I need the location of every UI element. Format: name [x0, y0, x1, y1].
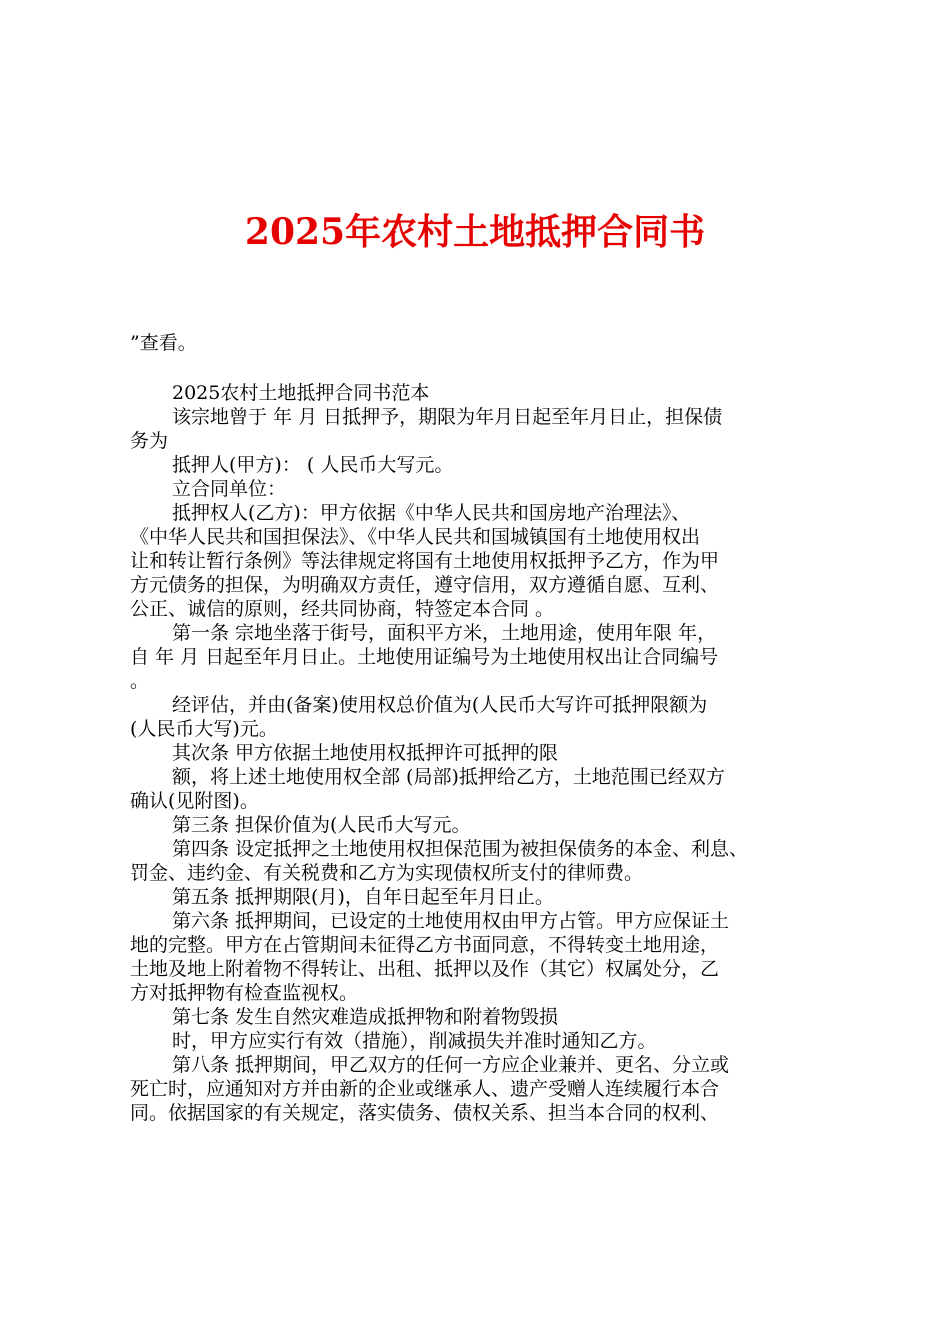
- body-line: (人民币大写)元。: [130, 718, 278, 740]
- body-line: 地的完整。甲方在占管期间未征得乙方书面同意，不得转变土地用途，: [130, 934, 720, 956]
- body-line: 额，将上述土地使用权全部 (局部)抵押给乙方，土地范围已经双方: [172, 766, 725, 788]
- body-line: 抵押人(甲方)： ( 人民币大写元。: [172, 454, 454, 476]
- body-line: 第一条 宗地坐落于街号，面积平方米，土地用途，使用年限 年，: [172, 622, 717, 644]
- body-line: 同。依据国家的有关规定，落实债务、债权关系、担当本合同的权利、: [130, 1102, 720, 1124]
- body-line: 第三条 担保价值为(人民币大写元。: [172, 814, 471, 836]
- body-line: 务为: [130, 430, 169, 452]
- body-line: 。: [130, 670, 150, 692]
- body-line: 其次条 甲方依据土地使用权抵押许可抵押的限: [172, 742, 559, 764]
- intro-line: ”查看。: [130, 332, 197, 354]
- body-line: 方元债务的担保，为明确双方责任，遵守信用，双方遵循自愿、互利、: [130, 574, 720, 596]
- body-line: 该宗地曾于 年 月 日抵押予，期限为年月日起至年月日止，担保债: [172, 406, 723, 428]
- body-line: 立合同单位：: [172, 478, 287, 500]
- body-line: 自 年 月 日起至年月日止。土地使用证编号为土地使用权出让合同编号: [130, 646, 719, 668]
- body-line: 第八条 抵押期间，甲乙双方的任何一方应企业兼并、更名、分立或: [172, 1054, 730, 1076]
- body-line: 经评估，并由(备案)使用权总价值为(人民币大写许可抵押限额为: [172, 694, 708, 716]
- body-line: 土地及地上附着物不得转让、出租、抵押以及作（其它）权属处分，乙: [130, 958, 720, 980]
- body-line: 抵押权人(乙方)：甲方依据《中华人民共和国房地产治理法》、: [172, 502, 691, 524]
- body-line: 第六条 抵押期间，已设定的土地使用权由甲方占管。甲方应保证土: [172, 910, 730, 932]
- document-title: 2025年农村土地抵押合同书: [244, 211, 706, 253]
- body-line: 第五条 抵押期限(月)，自年日起至年月日止。: [172, 886, 554, 908]
- body-line: 确认(见附图)。: [130, 790, 259, 812]
- intro-block: [130, 331, 830, 355]
- body-line: 时，甲方应实行有效（措施），削减损失并准时通知乙方。: [172, 1030, 657, 1052]
- body-line: 方对抵押物有检查监视权。: [130, 982, 359, 1004]
- body-line: 2025农村土地抵押合同书范本: [172, 382, 430, 404]
- body-line: 公正、诚信的原则，经共同协商，特签定本合同 。: [130, 598, 555, 620]
- body-line: 第四条 设定抵押之土地使用权担保范围为被担保债务的本金、利息、: [172, 838, 749, 860]
- body-line: 让和转让暂行条例》等法律规定将国有土地使用权抵押予乙方，作为甲: [130, 550, 720, 572]
- body-line: 第七条 发生自然灾难造成抵押物和附着物毁损: [172, 1006, 559, 1028]
- body-line: 罚金、违约金、有关税费和乙方为实现债权所支付的律师费。: [130, 862, 644, 884]
- body-line: 死亡时，应通知对方并由新的企业或继承人、遗产受赠人连续履行本合: [130, 1078, 720, 1100]
- body-line: 《中华人民共和国担保法》、《中华人民共和国城镇国有土地使用权出: [130, 526, 701, 548]
- document-body: [130, 381, 830, 1125]
